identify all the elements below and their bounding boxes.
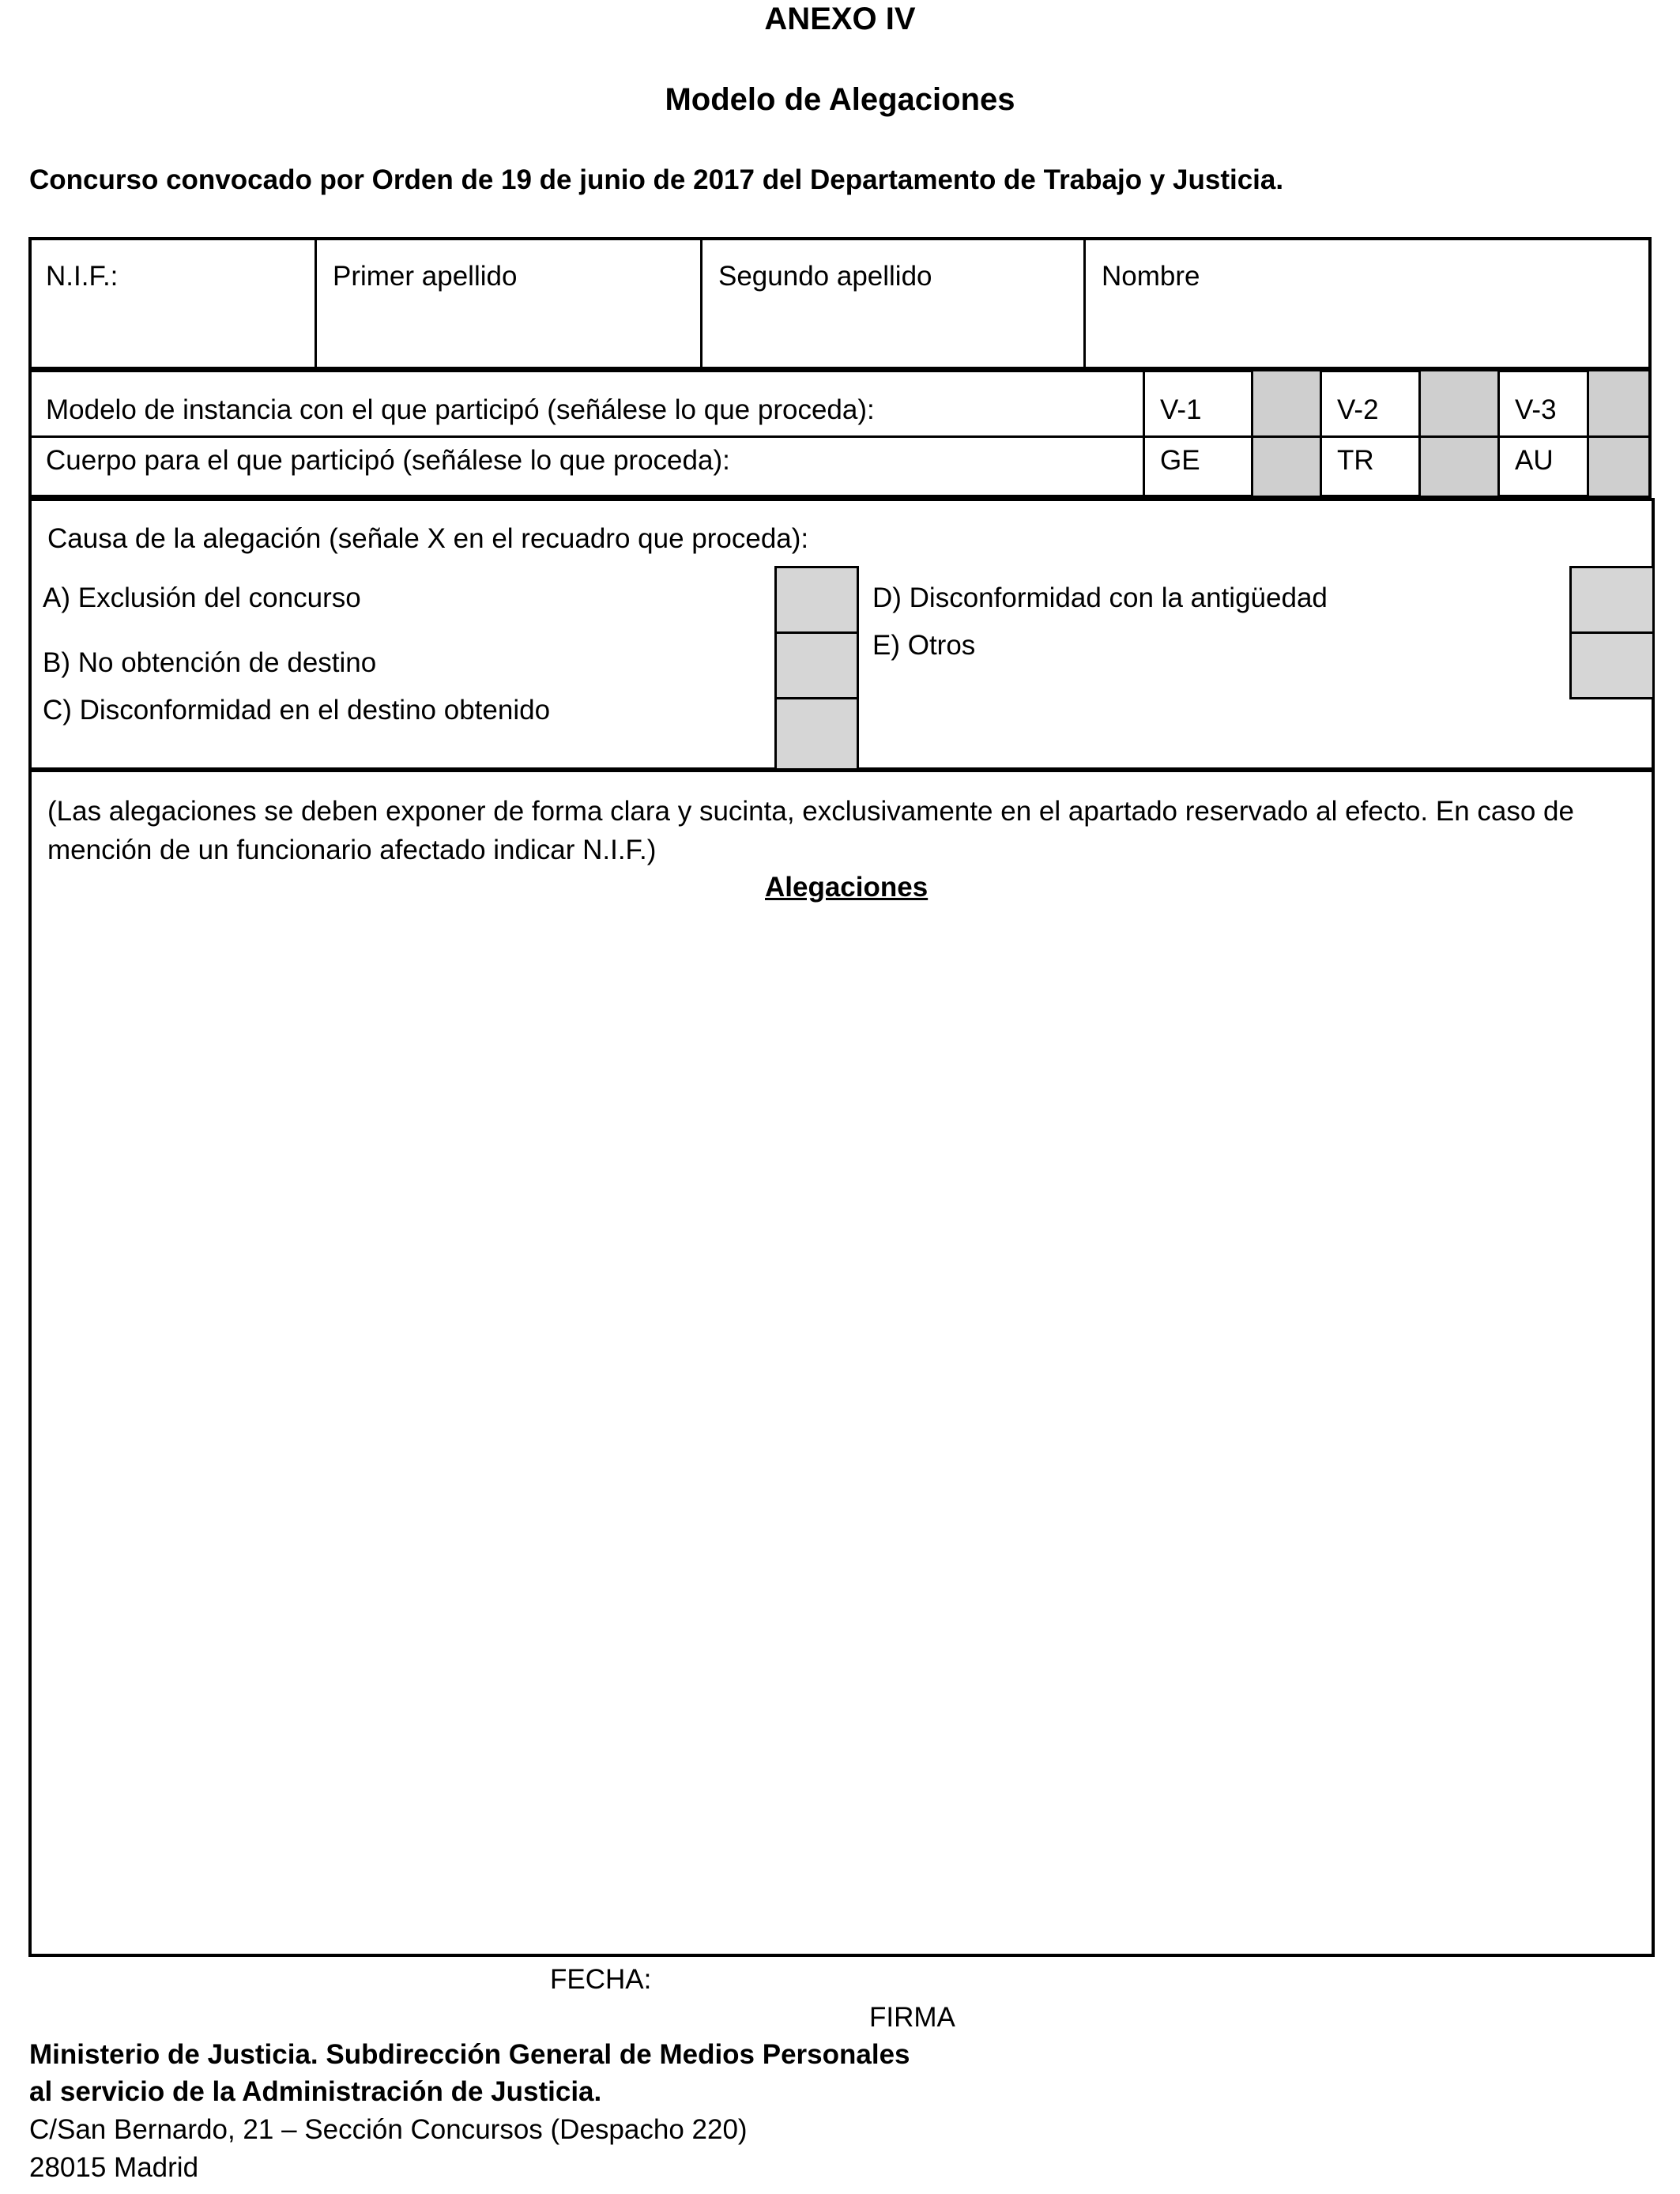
identity-divider — [700, 237, 703, 370]
participation-divider — [1497, 369, 1500, 498]
participation-table — [28, 369, 1652, 498]
ministry-line: al servicio de la Administración de Justicia. — [29, 2076, 602, 2107]
model-option-v1: V-1 — [1160, 394, 1202, 425]
second-surname-label: Segundo apellido — [718, 261, 932, 292]
body-option-ge: GE — [1160, 445, 1200, 476]
address-line: C/San Bernardo, 21 – Sección Concursos (Despacho 220) — [29, 2114, 748, 2145]
nif-label: N.I.F.: — [46, 261, 119, 292]
cause-d-checkbox[interactable] — [1569, 566, 1655, 634]
contest-subtitle: Concurso convocado por Orden de 19 de junio de 2017 del Departamento de Trabajo y Justicia. — [29, 164, 1284, 195]
allegations-instruction: mención de un funcionario afectado indicar N.I.F.) — [47, 835, 657, 865]
identity-divider — [315, 237, 317, 370]
body-question: Cuerpo para el que participó (señálese lo que proceda): — [46, 445, 730, 476]
signature-label: FIRMA — [869, 2002, 955, 2033]
cause-e-checkbox[interactable] — [1569, 631, 1655, 699]
cause-option-b: B) No obtención de destino — [43, 647, 377, 678]
cause-a-checkbox[interactable] — [774, 566, 859, 634]
allegations-instruction: (Las alegaciones se deben exponer de forma clara y sucinta, exclusivamente en el apartado reservado al efecto. En caso de — [47, 796, 1574, 827]
cause-heading: Causa de la alegación (señale X en el recuadro que proceda): — [47, 523, 809, 554]
allegations-heading: Alegaciones — [765, 872, 929, 903]
cause-option-a: A) Exclusión del concurso — [43, 582, 361, 613]
cause-option-c: C) Disconformidad en el destino obtenido — [43, 695, 551, 726]
cause-option-e: E) Otros — [872, 630, 976, 661]
body-option-au: AU — [1515, 445, 1554, 476]
participation-row-divider — [1251, 435, 1648, 438]
identity-table — [28, 237, 1652, 370]
model-v3-checkbox[interactable] — [1589, 371, 1648, 496]
body-option-tr: TR — [1337, 445, 1374, 476]
name-label: Nombre — [1102, 261, 1200, 292]
model-option-v3: V-3 — [1515, 394, 1557, 425]
cause-b-checkbox[interactable] — [774, 631, 859, 699]
ministry-line: Ministerio de Justicia. Subdirección General de Medios Personales — [29, 2039, 910, 2070]
participation-divider — [1143, 369, 1145, 498]
address-line: 28015 Madrid — [29, 2152, 199, 2183]
model-v2-checkbox[interactable] — [1421, 371, 1497, 496]
model-title: Modelo de Alegaciones — [665, 82, 1015, 117]
cause-c-checkbox[interactable] — [774, 697, 859, 771]
annex-title: ANEXO IV — [764, 2, 916, 36]
allegations-box[interactable] — [28, 769, 1655, 1957]
model-v1-checkbox[interactable] — [1253, 371, 1320, 496]
identity-divider — [1083, 237, 1086, 370]
model-question: Modelo de instancia con el que participó (señálese lo que proceda): — [46, 394, 875, 425]
cause-option-d: D) Disconformidad con la antigüedad — [872, 582, 1328, 613]
date-label: FECHA: — [550, 1964, 652, 1995]
first-surname-label: Primer apellido — [333, 261, 518, 292]
participation-divider — [1320, 369, 1322, 498]
model-option-v2: V-2 — [1337, 394, 1379, 425]
